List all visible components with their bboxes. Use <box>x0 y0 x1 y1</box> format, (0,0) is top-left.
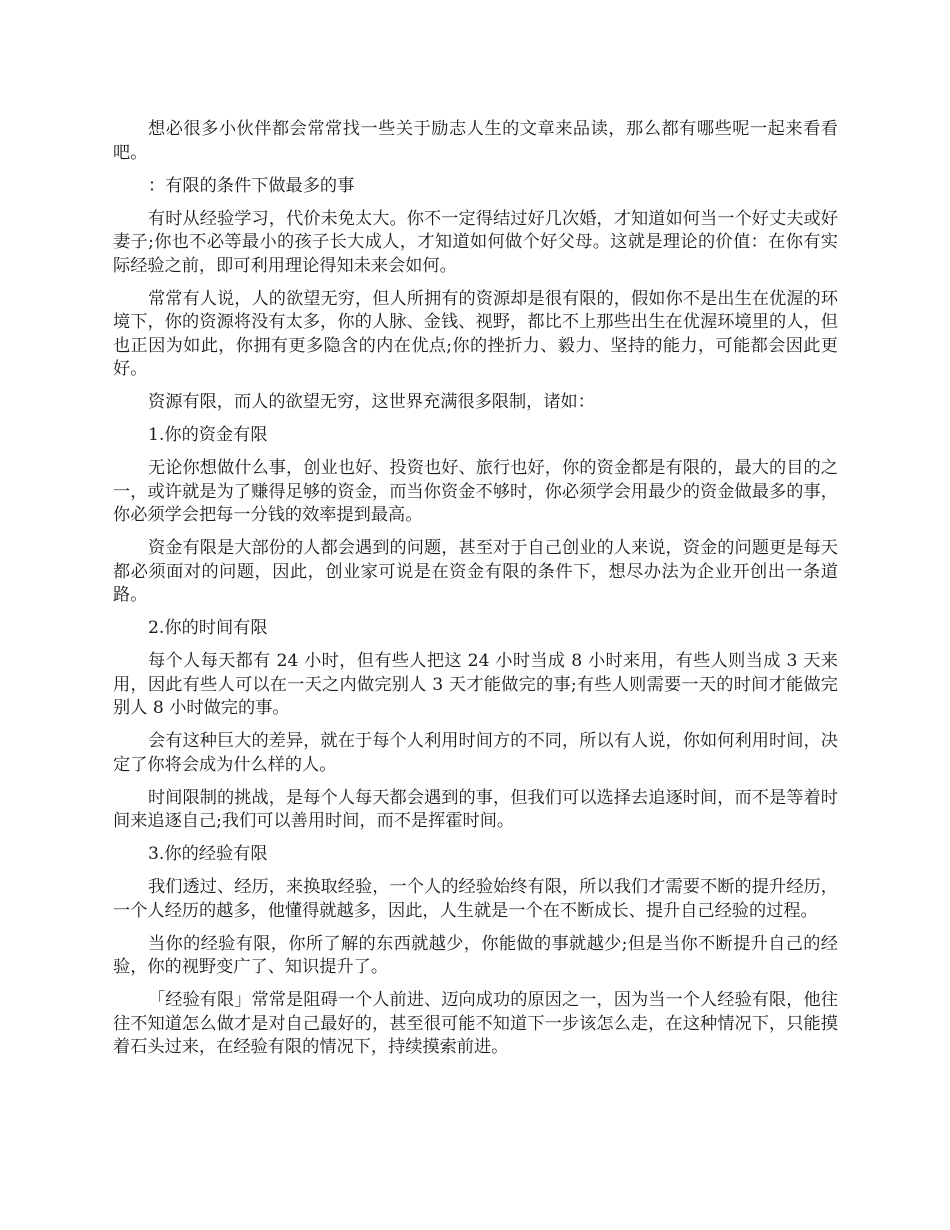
body-paragraph: 资源有限，而人的欲望无穷，这世界充满很多限制，诸如： <box>148 392 595 412</box>
body-paragraph: 有时从经验学习，代价未免太大。你不一定得结过好几次婚，才知道如何当一个好丈夫或好妻子;你也不必等最小的孩子长大成人，才知道如何做个好父母。这就是理论的价值：在你有实际经验之前，即可利用理论得知未来会如何。 <box>113 208 838 276</box>
body-paragraph: 时间限制的挑战，是每个人每天都会遇到的事，但我们可以选择去追逐时间，而不是等着时间来追逐自己;我们可以善用时间，而不是挥霍时间。 <box>113 787 838 831</box>
body-paragraph: 常常有人说，人的欲望无穷，但人所拥有的资源却是很有限的，假如你不是出生在优渥的环境下，你的资源将没有太多，你的人脉、金钱、视野，都比不上那些出生在优渥环境里的人，但也正因为如此，你拥有更多隐含的内在优点;你的挫折力、毅力、坚持的能力，可能都会因此更好。 <box>113 288 838 379</box>
body-paragraph: 「经验有限」常常是阻碍一个人前进、迈向成功的原因之一，因为当一个人经验有限，他往往不知道怎么做才是对自己最好的，甚至很可能不知道下一步该怎么走，在这种情况下，只能摸着石头过来，在经验有限的情况下，持续摸索前进。 <box>113 990 838 1057</box>
intro-paragraph: 想必很多小伙伴都会常常找一些关于励志人生的文章来品读，那么都有哪些呢一起来看看吧。 <box>113 119 838 163</box>
section-title: ：有限的条件下做最多的事 <box>148 175 355 196</box>
subheading-time: 2.你的时间有限 <box>148 618 268 638</box>
body-paragraph: 无论你想做什么事，创业也好、投资也好、旅行也好，你的资金都是有限的，最大的目的之一，或许就是为了赚得足够的资金，而当你资金不够时，你必须学会用最少的资金做最多的事，你必须学会把每一分钱的效率提到最高。 <box>113 458 838 525</box>
body-paragraph: 会有这种巨大的差异，就在于每个人利用时间方的不同，所以有人说，你如何利用时间，决定了你将会成为什么样的人。 <box>113 731 838 775</box>
body-paragraph: 每个人每天都有 24 小时，但有些人把这 24 小时当成 8 小时来用，有些人则当成 3 天来用，因此有些人可以在一天之内做完别人 3 天才能做完的事;有些人则需要一天的时间才能做完别人 8 小时做完的事。 <box>113 651 838 718</box>
body-paragraph: 资金有限是大部份的人都会遇到的问题，甚至对于自己创业的人来说，资金的问题更是每天都必须面对的问题，因此，创业家可说是在资金有限的条件下，想尽办法为企业开创出一条道路。 <box>113 538 838 605</box>
subheading-funds: 1.你的资金有限 <box>148 425 268 445</box>
body-paragraph: 当你的经验有限，你所了解的东西就越少，你能做的事就越少;但是当你不断提升自己的经验，你的视野变广了、知识提升了。 <box>113 933 838 977</box>
subheading-experience: 3.你的经验有限 <box>148 844 268 864</box>
body-paragraph: 我们透过、经历，来换取经验，一个人的经验始终有限，所以我们才需要不断的提升经历，一个人经历的越多，他懂得就越多，因此，人生就是一个在不断成长、提升自己经验的过程。 <box>113 877 838 921</box>
